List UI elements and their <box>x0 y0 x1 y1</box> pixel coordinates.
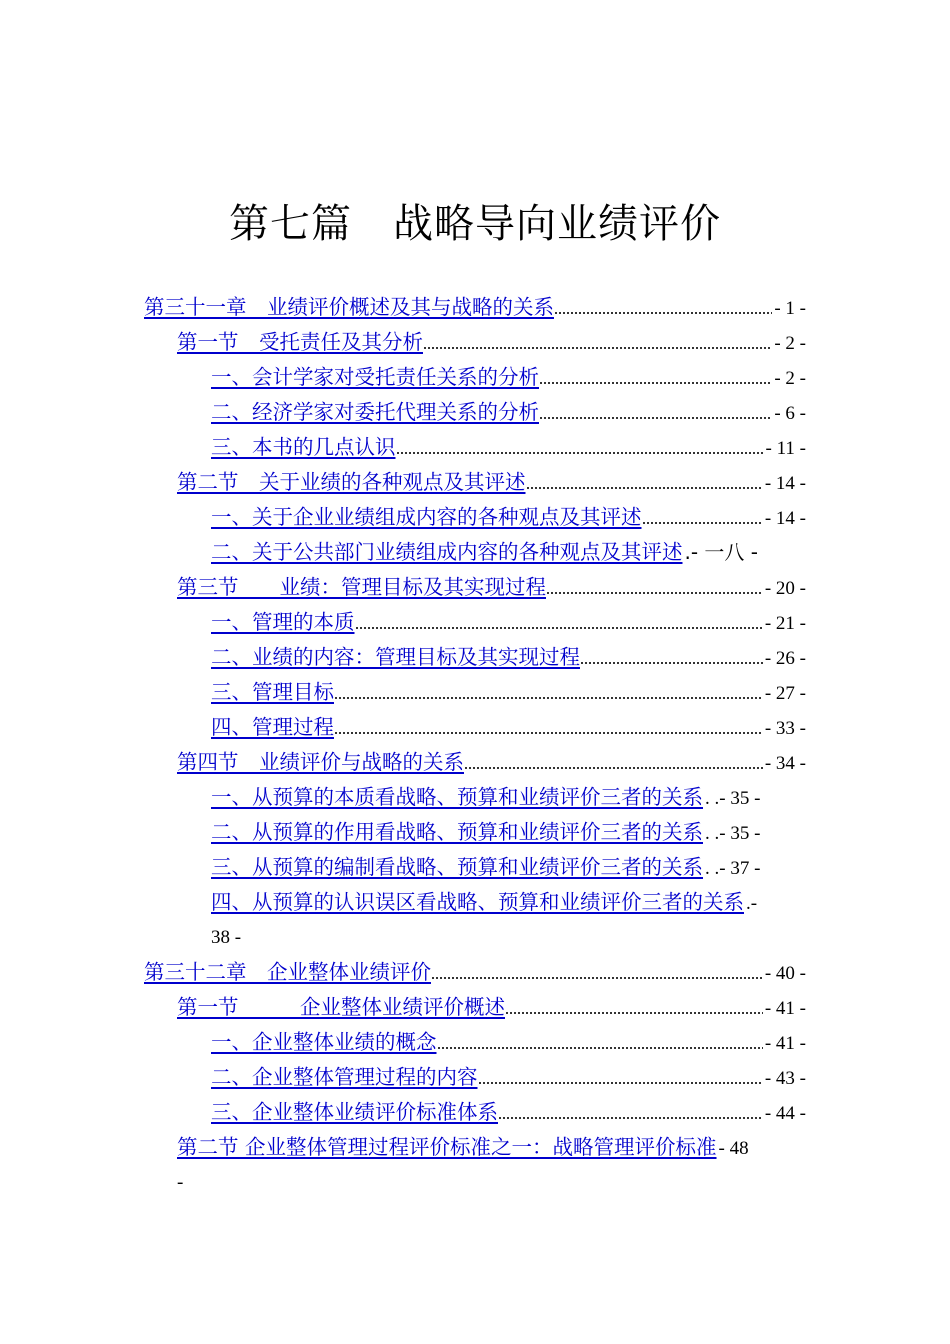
dot-leader <box>580 661 763 665</box>
toc-entry-section[interactable] <box>177 745 806 780</box>
toc-entry-section[interactable] <box>177 465 806 500</box>
toc-link[interactable]: 二、从预算的作用看战略、预算和业绩评价三者的关系 <box>211 820 703 844</box>
page-number: - 40 - <box>764 963 806 984</box>
toc-link[interactable]: 第一节 受托责任及其分析 <box>177 330 423 354</box>
page-number: - 21 - <box>764 613 806 634</box>
toc-link[interactable]: 二、关于公共部门业绩组成内容的各种观点及其评述 <box>211 540 683 564</box>
toc-link[interactable]: 三、管理目标 <box>211 680 334 704</box>
dot-leader <box>423 346 772 350</box>
toc-link[interactable]: 三、本书的几点认识 <box>211 435 396 459</box>
toc-link[interactable]: 第三十一章 业绩评价概述及其与战略的关系 <box>144 295 554 319</box>
page-number: - 2 - <box>774 368 806 389</box>
toc-entry-subsection[interactable] <box>211 780 806 815</box>
toc-link[interactable]: 第三节 业绩：管理目标及其实现过程 <box>177 575 546 599</box>
page-number: - 26 - <box>764 648 806 669</box>
toc-link[interactable]: 一、管理的本质 <box>211 610 355 634</box>
dot-leader <box>505 1011 763 1015</box>
toc-entry-section[interactable] <box>177 570 806 605</box>
page-number-continued: 38 - <box>211 927 242 948</box>
toc-entry-subsection[interactable] <box>211 535 806 570</box>
toc-link[interactable]: 第三十二章 企业整体业绩评价 <box>144 960 431 984</box>
toc-link[interactable]: 一、会计学家对受托责任关系的分析 <box>211 365 539 389</box>
toc-entry-subsection[interactable] <box>211 885 806 920</box>
toc-entry-subsection[interactable] <box>211 1095 806 1130</box>
dot-leader <box>554 311 772 315</box>
toc-entry-subsection[interactable] <box>211 1060 806 1095</box>
toc-entry-subsection[interactable] <box>211 640 806 675</box>
toc-entry-chapter-32[interactable] <box>144 955 806 990</box>
toc-entry-subsection[interactable] <box>211 430 806 465</box>
dot-leader <box>355 626 763 630</box>
dot-leader <box>539 416 772 420</box>
dot-leader <box>478 1081 763 1085</box>
page-number: .- 一八 - <box>684 540 759 564</box>
dot-leader <box>642 521 763 525</box>
page-number: - 14 - <box>764 508 806 529</box>
page-number: - 43 - <box>764 1068 806 1089</box>
toc-entry-subsection[interactable] <box>211 815 806 850</box>
page-title: 第七篇 战略导向业绩评价 <box>229 201 721 247</box>
page-number: - 6 - <box>774 403 806 424</box>
page-number: - 34 - <box>764 753 806 774</box>
toc-link[interactable]: 二、经济学家对委托代理关系的分析 <box>211 400 539 424</box>
toc-link[interactable]: 第二节 关于业绩的各种观点及其评述 <box>177 470 526 494</box>
toc-link[interactable]: 四、从预算的认识误区看战略、预算和业绩评价三者的关系 <box>211 890 744 914</box>
toc-entry-subsection[interactable] <box>211 710 806 745</box>
toc-link[interactable]: 四、管理过程 <box>211 715 334 739</box>
dot-leader <box>498 1116 763 1120</box>
toc-link[interactable]: 第一节 企业整体业绩评价概述 <box>177 995 505 1019</box>
toc-link[interactable]: 三、从预算的编制看战略、预算和业绩评价三者的关系 <box>211 855 703 879</box>
dot-leader <box>431 976 763 980</box>
toc-link[interactable]: 一、关于企业业绩组成内容的各种观点及其评述 <box>211 505 642 529</box>
page-number: - 33 - <box>764 718 806 739</box>
toc-link[interactable]: 二、业绩的内容：管理目标及其实现过程 <box>211 645 580 669</box>
page-number: - 2 - <box>774 333 806 354</box>
toc-entry-subsection[interactable] <box>211 605 806 640</box>
page-number: - 44 - <box>764 1103 806 1124</box>
dot-leader <box>546 591 763 595</box>
page-number: - 14 - <box>764 473 806 494</box>
dot-leader <box>334 696 763 700</box>
toc-entry-subsection[interactable] <box>211 395 806 430</box>
page-number: . .- 37 - <box>705 858 761 879</box>
toc-link[interactable]: 一、企业整体业绩的概念 <box>211 1030 437 1054</box>
page-number: - 48 <box>718 1138 749 1159</box>
toc-link[interactable]: 第四节 业绩评价与战略的关系 <box>177 750 464 774</box>
page-number: - 27 - <box>764 683 806 704</box>
dot-leader <box>464 766 763 770</box>
page-number: - 41 - <box>764 1033 806 1054</box>
dot-leader <box>526 486 763 490</box>
page-number-continued: - <box>177 1172 184 1193</box>
page-number: - 41 - <box>764 998 806 1019</box>
toc-entry-subsection[interactable] <box>211 675 806 710</box>
page-number: - 1 - <box>774 298 806 319</box>
dot-leader <box>437 1046 763 1050</box>
page-number: - 20 - <box>764 578 806 599</box>
page-number: .- <box>746 893 758 914</box>
dot-leader <box>539 381 772 385</box>
toc-link[interactable]: 第二节 企业整体管理过程评价标准之一：战略管理评价标准 <box>177 1135 717 1159</box>
toc-entry-subsection[interactable] <box>211 500 806 535</box>
dot-leader <box>334 731 763 735</box>
toc-entry-subsection[interactable] <box>211 850 806 885</box>
toc-link[interactable]: 三、企业整体业绩评价标准体系 <box>211 1100 498 1124</box>
toc-link[interactable]: 二、企业整体管理过程的内容 <box>211 1065 478 1089</box>
toc-entry-section[interactable] <box>177 1130 806 1165</box>
page-number: . .- 35 - <box>705 788 761 809</box>
page-number: - 11 - <box>765 438 806 459</box>
toc-entry-subsection[interactable] <box>211 360 806 395</box>
toc-entry-section[interactable] <box>177 325 806 360</box>
dot-leader <box>396 451 764 455</box>
toc-link[interactable]: 一、从预算的本质看战略、预算和业绩评价三者的关系 <box>211 785 703 809</box>
page-number: . .- 35 - <box>705 823 761 844</box>
toc-entry-chapter-31[interactable] <box>144 290 806 325</box>
toc-entry-section[interactable] <box>177 990 806 1025</box>
toc-entry-subsection[interactable] <box>211 1025 806 1060</box>
